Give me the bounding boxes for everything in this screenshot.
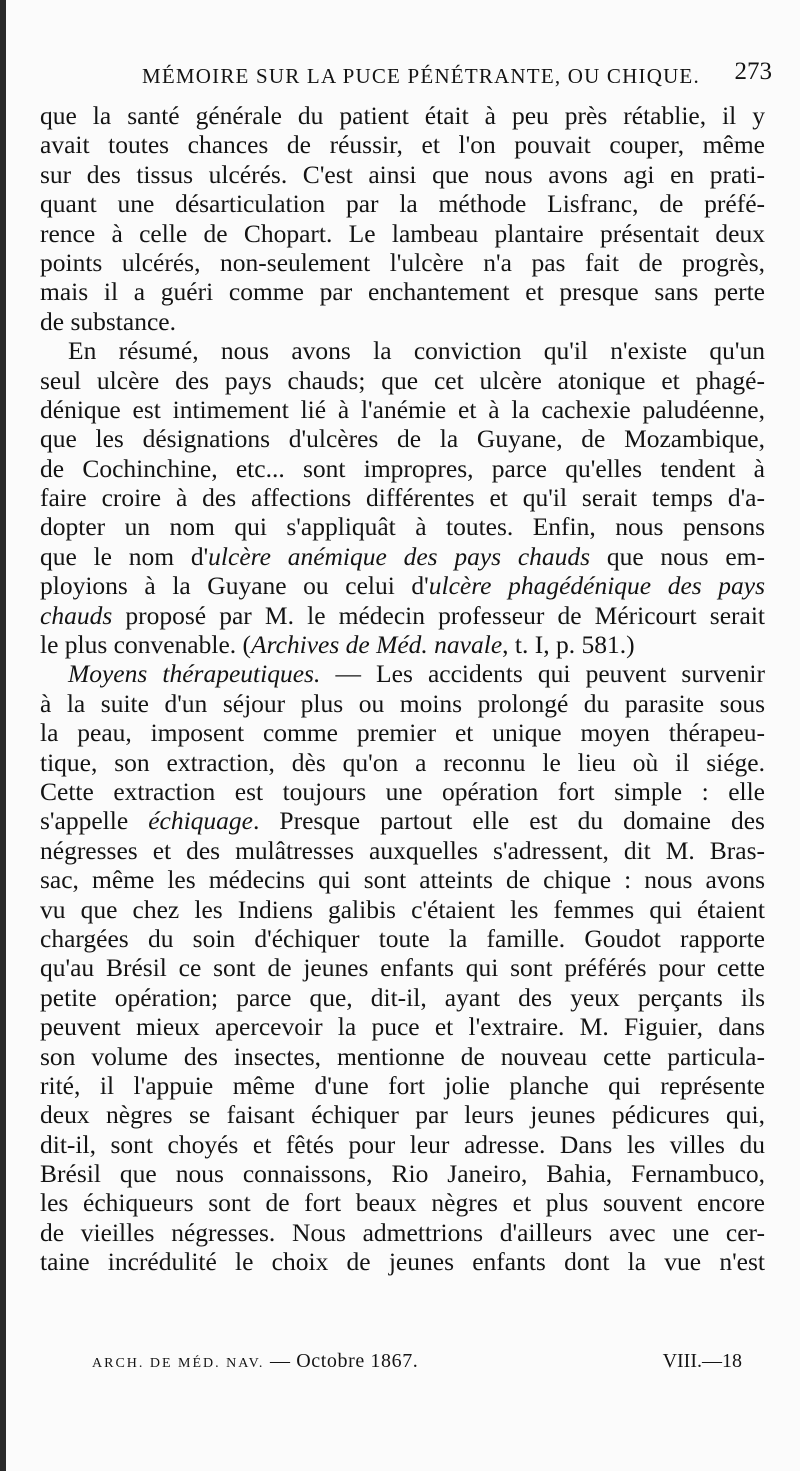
text-line: rence à celle de Chopart. Le lambeau plantaire présentait deux	[40, 218, 765, 248]
footer-journal: ARCH. DE MÉD. NAV. — Octobre 1867.	[92, 1350, 419, 1372]
italic-term: ulcère anémique des pays chauds	[208, 541, 591, 571]
text-line: dopter un nom qui s'appliquât à toutes. Enfin, nous pensons	[40, 512, 765, 542]
text-line: son volume des insectes, mentionne de nouveau cette particula-	[40, 1041, 765, 1071]
paragraph-start-line: En résumé, nous avons la conviction qu'il n'existe qu'un	[68, 336, 765, 366]
text-line: négresses et des mulâtresses auxquelles s'adressent, dit M. Bras-	[40, 835, 765, 865]
text-line: petite opération; parce que, dit-il, ayant des yeux perçants ils	[40, 982, 765, 1012]
text-line: tique, son extraction, dès qu'on a reconnu le lieu où il siége.	[40, 747, 765, 777]
text-line: qu'au Brésil ce sont de jeunes enfants qui sont préférés pour cette	[40, 953, 765, 983]
text-line: chargées du soin d'échiquer toute la famille. Goudot rapporte	[40, 923, 765, 953]
text-line: dénique est intimement lié à l'anémie et à la cachexie paludéenne,	[40, 394, 765, 424]
text-line: vu que chez les Indiens galibis c'étaient les femmes qui étaient	[40, 894, 765, 924]
running-title: MÉMOIRE SUR LA PUCE PÉNÉTRANTE, OU CHIQUE.	[142, 64, 700, 88]
running-header	[142, 58, 772, 96]
text-line: chauds proposé par M. le médecin professeur de Méricourt serait	[40, 600, 765, 630]
text-line: taine incrédulité le choix de jeunes enfants dont la vue n'est	[40, 1247, 765, 1277]
text-line: ployions à la Guyane ou celui d'ulcère phagédénique des pays	[40, 571, 765, 601]
text-line: le plus convenable. (Archives de Méd. navale, t. I, p. 581.)	[40, 630, 635, 660]
text-line: Brésil que nous connaissons, Rio Janeiro, Bahia, Fernambuco,	[40, 1159, 765, 1189]
italic-term: échiquage	[148, 806, 253, 836]
text-line: faire croire à des affections différentes et qu'il serait temps d'a-	[40, 483, 765, 513]
text-line: de Cochinchine, etc... sont impropres, parce qu'elles tendent à	[40, 453, 765, 483]
page-edge-shadow	[0, 0, 6, 1471]
citation-title: Archives de Méd. navale	[251, 630, 503, 660]
section-heading: Moyens thérapeutiques.	[68, 659, 321, 689]
page-footer	[92, 1350, 742, 1380]
text-line: avait toutes chances de réussir, et l'on pouvait couper, même	[40, 130, 765, 160]
text-line: que les désignations d'ulcères de la Guyane, de Mozambique,	[40, 424, 765, 454]
text-line: quant une désarticulation par la méthode Lisfranc, de préfé-	[40, 189, 765, 219]
text-line: sur des tissus ulcérés. C'est ainsi que nous avons agi en prati-	[40, 159, 765, 189]
text-line: deux nègres se faisant échiquer par leurs jeunes pédicures qui,	[40, 1100, 765, 1130]
text-line: mais il a guéri comme par enchantement et presque sans perte	[40, 277, 765, 307]
text-line: s'appelle échiquage. Presque partout elle est du domaine des	[40, 806, 765, 836]
text-line: les échiqueurs sont de fort beaux nègres et plus souvent encore	[40, 1188, 765, 1218]
section-start-line: Moyens thérapeutiques. — Les accidents qui peuvent survenir	[68, 659, 765, 689]
text-line: de vieilles négresses. Nous admettrions d'ailleurs avec une cer-	[40, 1217, 765, 1247]
page-number: 273	[734, 58, 772, 85]
text-line: peuvent mieux apercevoir la puce et l'extraire. M. Figuier, dans	[40, 1012, 765, 1042]
text-line: points ulcérés, non-seulement l'ulcère n'a pas fait de progrès,	[40, 247, 765, 277]
footer-signature: VIII.—18	[662, 1350, 742, 1372]
body-text	[40, 101, 765, 1277]
text-line: que la santé générale du patient était à peu près rétablie, il y	[40, 101, 765, 130]
italic-term: ulcère phagédénique des pays	[428, 571, 765, 601]
text-line: que le nom d'ulcère anémique des pays chauds que nous em-	[40, 541, 765, 571]
text-line: sac, même les médecins qui sont atteints de chique : nous avons	[40, 865, 765, 895]
text-line: la peau, imposent comme premier et unique moyen thérapeu-	[40, 718, 765, 748]
text-line: Cette extraction est toujours une opération fort simple : elle	[40, 776, 765, 806]
text-line: à la suite d'un séjour plus ou moins prolongé du parasite sous	[40, 688, 765, 718]
text-line: dit-il, sont choyés et fêtés pour leur adresse. Dans les villes du	[40, 1129, 765, 1159]
italic-term: chauds	[40, 600, 113, 630]
text-line: rité, il l'appuie même d'une fort jolie planche qui représente	[40, 1070, 765, 1100]
text-line: de substance.	[40, 306, 176, 336]
text-line: seul ulcère des pays chauds; que cet ulcère atonique et phagé-	[40, 365, 765, 395]
